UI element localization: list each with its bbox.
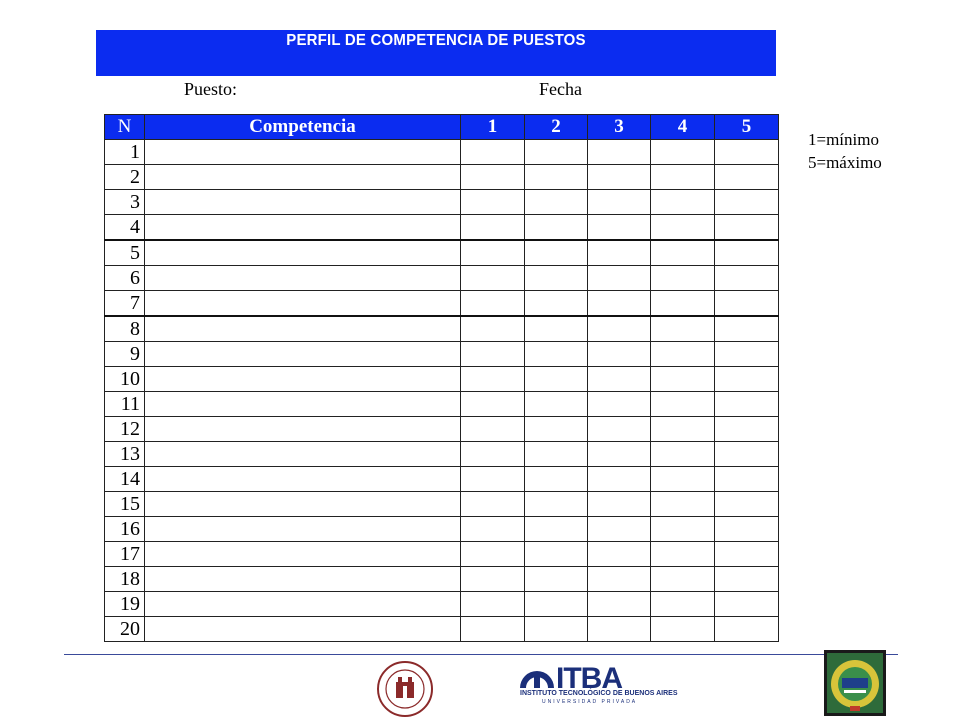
rating-cell-5[interactable] <box>715 291 779 317</box>
rating-cell-2[interactable] <box>525 291 588 317</box>
table-row <box>105 165 779 190</box>
competencia-cell[interactable] <box>145 240 461 266</box>
rating-cell-4[interactable] <box>651 215 715 241</box>
competencia-cell[interactable] <box>145 392 461 417</box>
project-management-badge-logo <box>824 650 886 716</box>
competencia-cell[interactable] <box>145 492 461 517</box>
competencia-cell[interactable] <box>145 165 461 190</box>
competencia-cell[interactable] <box>145 592 461 617</box>
rating-cell-5[interactable] <box>715 467 779 492</box>
rating-cell-3[interactable] <box>588 316 651 342</box>
rating-cell-2[interactable] <box>525 517 588 542</box>
rating-cell-4[interactable] <box>651 291 715 317</box>
competencia-cell[interactable] <box>145 517 461 542</box>
row-number: 11 <box>105 392 145 417</box>
row-number: 18 <box>105 567 145 592</box>
rating-cell-4[interactable] <box>651 517 715 542</box>
rating-cell-2[interactable] <box>525 617 588 642</box>
rating-cell-5[interactable] <box>715 517 779 542</box>
col-header-2: 2 <box>525 115 588 140</box>
rating-cell-4[interactable] <box>651 492 715 517</box>
rating-cell-5[interactable] <box>715 342 779 367</box>
rating-cell-3[interactable] <box>588 492 651 517</box>
rating-cell-3[interactable] <box>588 291 651 317</box>
row-number: 9 <box>105 342 145 367</box>
row-number: 4 <box>105 215 145 241</box>
col-header-3: 3 <box>588 115 651 140</box>
row-number: 19 <box>105 592 145 617</box>
competencia-cell[interactable] <box>145 542 461 567</box>
rating-cell-1[interactable] <box>461 215 525 241</box>
rating-cell-4[interactable] <box>651 442 715 467</box>
rating-cell-2[interactable] <box>525 392 588 417</box>
row-number: 6 <box>105 266 145 291</box>
rating-cell-1[interactable] <box>461 617 525 642</box>
rating-cell-1[interactable] <box>461 240 525 266</box>
competencia-cell[interactable] <box>145 442 461 467</box>
rating-cell-2[interactable] <box>525 316 588 342</box>
col-header-4: 4 <box>651 115 715 140</box>
rating-cell-2[interactable] <box>525 342 588 367</box>
competency-table <box>104 114 779 642</box>
rating-cell-5[interactable] <box>715 316 779 342</box>
rating-cell-5[interactable] <box>715 266 779 291</box>
row-number: 16 <box>105 517 145 542</box>
rating-cell-3[interactable] <box>588 467 651 492</box>
rating-cell-1[interactable] <box>461 342 525 367</box>
competencia-cell[interactable] <box>145 467 461 492</box>
table-row <box>105 190 779 215</box>
row-number: 12 <box>105 417 145 442</box>
rating-cell-4[interactable] <box>651 240 715 266</box>
rating-cell-2[interactable] <box>525 492 588 517</box>
rating-cell-1[interactable] <box>461 367 525 392</box>
rating-cell-2[interactable] <box>525 240 588 266</box>
row-number: 7 <box>105 291 145 317</box>
rating-cell-3[interactable] <box>588 140 651 165</box>
table-row <box>105 392 779 417</box>
row-number: 10 <box>105 367 145 392</box>
rating-cell-3[interactable] <box>588 567 651 592</box>
rating-cell-1[interactable] <box>461 492 525 517</box>
fecha-label: Fecha <box>539 79 582 99</box>
competencia-cell[interactable] <box>145 367 461 392</box>
rating-cell-1[interactable] <box>461 542 525 567</box>
rating-cell-4[interactable] <box>651 165 715 190</box>
rating-cell-1[interactable] <box>461 417 525 442</box>
rating-cell-5[interactable] <box>715 567 779 592</box>
table-row <box>105 517 779 542</box>
table-row <box>105 266 779 291</box>
competencia-cell[interactable] <box>145 291 461 317</box>
rating-cell-5[interactable] <box>715 392 779 417</box>
rating-cell-2[interactable] <box>525 592 588 617</box>
rating-cell-5[interactable] <box>715 367 779 392</box>
competencia-cell[interactable] <box>145 567 461 592</box>
rating-cell-1[interactable] <box>461 165 525 190</box>
competencia-cell[interactable] <box>145 215 461 241</box>
rating-cell-1[interactable] <box>461 266 525 291</box>
rating-cell-5[interactable] <box>715 592 779 617</box>
rating-cell-4[interactable] <box>651 316 715 342</box>
col-header-competencia: Competencia <box>145 115 461 140</box>
rating-cell-3[interactable] <box>588 592 651 617</box>
rating-cell-5[interactable] <box>715 190 779 215</box>
rating-cell-5[interactable] <box>715 165 779 190</box>
rating-cell-4[interactable] <box>651 467 715 492</box>
rating-cell-4[interactable] <box>651 190 715 215</box>
table-row <box>105 240 779 266</box>
itba-emblem-icon <box>518 664 556 690</box>
rating-cell-5[interactable] <box>715 442 779 467</box>
rating-cell-3[interactable] <box>588 342 651 367</box>
rating-cell-3[interactable] <box>588 240 651 266</box>
competencia-cell[interactable] <box>145 316 461 342</box>
rating-cell-2[interactable] <box>525 266 588 291</box>
rating-cell-2[interactable] <box>525 190 588 215</box>
row-number: 17 <box>105 542 145 567</box>
rating-cell-1[interactable] <box>461 140 525 165</box>
table-row <box>105 367 779 392</box>
row-number: 15 <box>105 492 145 517</box>
rating-cell-5[interactable] <box>715 215 779 241</box>
rating-cell-3[interactable] <box>588 266 651 291</box>
rating-cell-2[interactable] <box>525 467 588 492</box>
rating-cell-2[interactable] <box>525 215 588 241</box>
page-title: PERFIL DE COMPETENCIA DE PUESTOS <box>286 31 586 50</box>
rating-cell-3[interactable] <box>588 392 651 417</box>
rating-cell-3[interactable] <box>588 215 651 241</box>
row-number: 20 <box>105 617 145 642</box>
table-row <box>105 342 779 367</box>
rating-cell-5[interactable] <box>715 617 779 642</box>
footer-divider <box>64 654 898 655</box>
rating-cell-3[interactable] <box>588 442 651 467</box>
rating-cell-5[interactable] <box>715 140 779 165</box>
rating-cell-4[interactable] <box>651 140 715 165</box>
rating-cell-4[interactable] <box>651 542 715 567</box>
puesto-label: Puesto: <box>184 79 238 99</box>
rating-cell-4[interactable] <box>651 617 715 642</box>
table-row <box>105 291 779 317</box>
rating-cell-3[interactable] <box>588 165 651 190</box>
rating-cell-3[interactable] <box>588 417 651 442</box>
rating-cell-3[interactable] <box>588 190 651 215</box>
rating-cell-1[interactable] <box>461 467 525 492</box>
table-row <box>105 316 779 342</box>
table-row <box>105 542 779 567</box>
table-row <box>105 617 779 642</box>
university-seal-logo <box>376 660 434 718</box>
table-row <box>105 492 779 517</box>
rating-cell-4[interactable] <box>651 367 715 392</box>
table-header-row <box>105 115 779 140</box>
row-number: 3 <box>105 190 145 215</box>
rating-cell-2[interactable] <box>525 367 588 392</box>
rating-cell-2[interactable] <box>525 417 588 442</box>
rating-cell-5[interactable] <box>715 417 779 442</box>
col-header-1: 1 <box>461 115 525 140</box>
row-number: 14 <box>105 467 145 492</box>
rating-cell-4[interactable] <box>651 392 715 417</box>
rating-cell-2[interactable] <box>525 567 588 592</box>
rating-cell-1[interactable] <box>461 567 525 592</box>
legend-min: 1=mínimo <box>808 130 879 149</box>
rating-cell-2[interactable] <box>525 442 588 467</box>
rating-cell-5[interactable] <box>715 492 779 517</box>
table-row <box>105 417 779 442</box>
rating-cell-2[interactable] <box>525 140 588 165</box>
rating-cell-4[interactable] <box>651 266 715 291</box>
rating-cell-2[interactable] <box>525 165 588 190</box>
itba-wordmark: ITBA <box>556 662 622 695</box>
col-header-n: N <box>105 115 145 140</box>
table-row <box>105 567 779 592</box>
rating-cell-5[interactable] <box>715 542 779 567</box>
table-row <box>105 467 779 492</box>
row-number: 5 <box>105 240 145 266</box>
col-header-5: 5 <box>715 115 779 140</box>
title-bar <box>96 30 776 76</box>
competencia-cell[interactable] <box>145 617 461 642</box>
rating-cell-1[interactable] <box>461 392 525 417</box>
competencia-cell[interactable] <box>145 190 461 215</box>
itba-tagline: UNIVERSIDAD PRIVADA <box>542 699 638 705</box>
row-number: 13 <box>105 442 145 467</box>
table-row <box>105 442 779 467</box>
rating-cell-1[interactable] <box>461 592 525 617</box>
itba-subtitle: INSTITUTO TECNOLÓGICO DE BUENOS AIRES <box>520 690 678 697</box>
rating-cell-1[interactable] <box>461 291 525 317</box>
rating-cell-3[interactable] <box>588 542 651 567</box>
competencia-cell[interactable] <box>145 140 461 165</box>
table-row <box>105 592 779 617</box>
rating-cell-1[interactable] <box>461 316 525 342</box>
table-row <box>105 215 779 241</box>
rating-cell-1[interactable] <box>461 190 525 215</box>
rating-cell-5[interactable] <box>715 240 779 266</box>
legend-max: 5=máximo <box>808 153 882 172</box>
rating-cell-4[interactable] <box>651 592 715 617</box>
rating-cell-4[interactable] <box>651 342 715 367</box>
rating-cell-3[interactable] <box>588 517 651 542</box>
table-row <box>105 140 779 165</box>
rating-cell-2[interactable] <box>525 542 588 567</box>
rating-cell-3[interactable] <box>588 367 651 392</box>
row-number: 8 <box>105 316 145 342</box>
rating-cell-1[interactable] <box>461 517 525 542</box>
row-number: 2 <box>105 165 145 190</box>
rating-cell-1[interactable] <box>461 442 525 467</box>
competencia-cell[interactable] <box>145 342 461 367</box>
rating-legend <box>808 128 882 174</box>
row-number: 1 <box>105 140 145 165</box>
rating-cell-3[interactable] <box>588 617 651 642</box>
rating-cell-4[interactable] <box>651 417 715 442</box>
competencia-cell[interactable] <box>145 417 461 442</box>
competencia-cell[interactable] <box>145 266 461 291</box>
rating-cell-4[interactable] <box>651 567 715 592</box>
